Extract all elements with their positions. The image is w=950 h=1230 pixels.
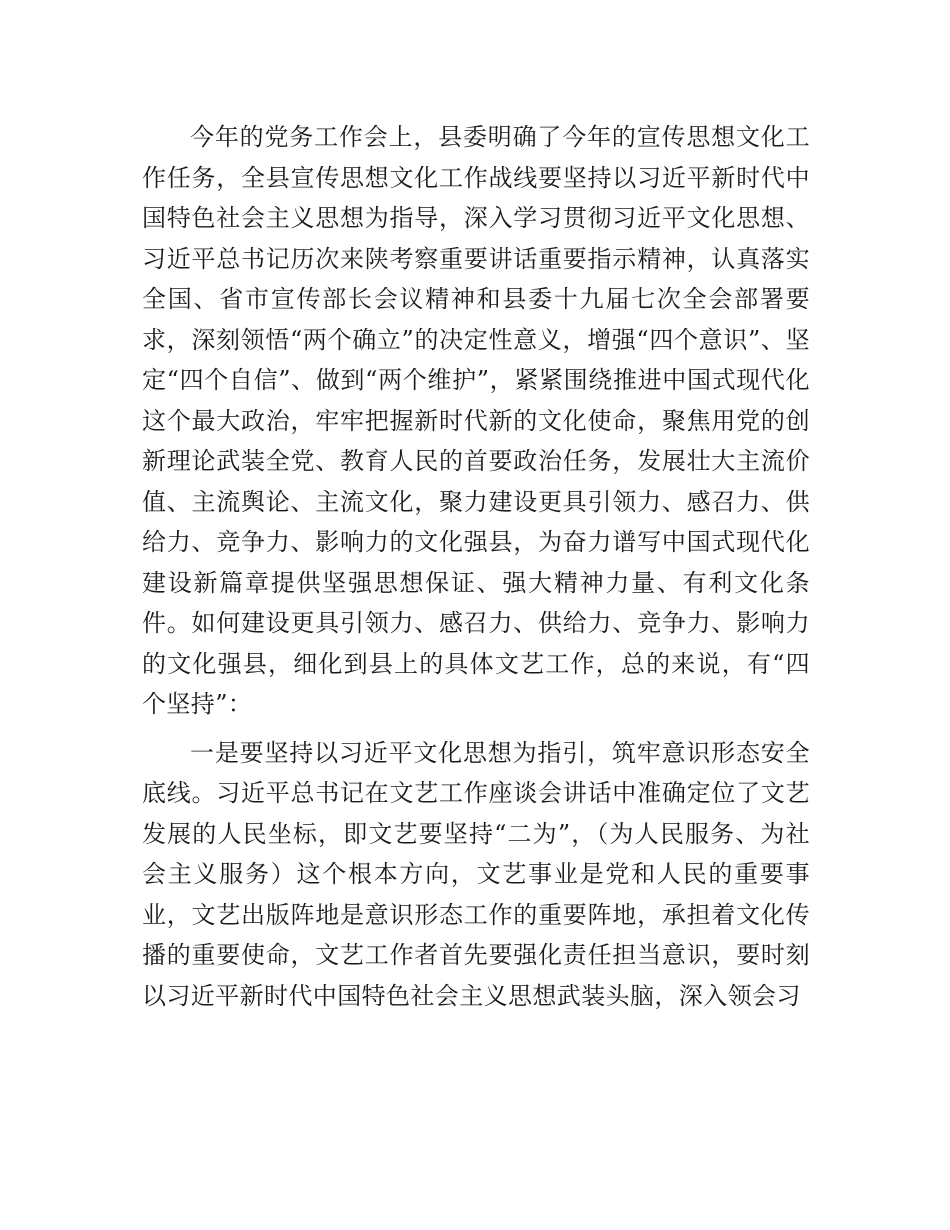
document-body [142,117,810,1016]
paragraph-intro: 今年的党务工作会上，县委明确了今年的宣传思想文化工作任务，全县宣传思想文化工作战线要坚持以习近平新时代中国特色社会主义思想为指导，深入学习贯彻习近平文化思想、习近平总书记历次来陕考察重要讲话重要指示精神，认真落实全国、省市宣传部长会议精神和县委十九届七次全会部署要求，深刻领悟“两个确立”的决定性意义，增强“四个意识”、坚定“四个自信”、做到“两个维护”，紧紧围绕推进中国式现代化这个最大政治，牢牢把握新时代新的文化使命，聚焦用党的创新理论武装全党、教育人民的首要政治任务，发展壮大主流价值、主流舆论、主流文化，聚力建设更具引领力、感召力、供给力、竞争力、影响力的文化强县，为奋力谱写中国式现代化建设新篇章提供坚强思想保证、强大精神力量、有利文化条件。如何建设更具引领力、感召力、供给力、竞争力、影响力的文化强县，细化到县上的具体文艺工作，总的来说，有“四个坚持”： [142,123,810,718]
paragraph-first-point: 一是要坚持以习近平文化思想为指引，筑牢意识形态安全底线。习近平总书记在文艺工作座谈会讲话中准确定位了文艺发展的人民坐标，即文艺要坚持“二为”，（为人民服务、为社会主义服务）这个根本方向，文艺事业是党和人民的重要事业，文艺出版阵地是意识形态工作的重要阵地，承担着文化传播的重要使命，文艺工作者首先要强化责任担当意识，要时刻以习近平新时代中国特色社会主义思想武装头脑，深入领会习 [142,738,810,1010]
